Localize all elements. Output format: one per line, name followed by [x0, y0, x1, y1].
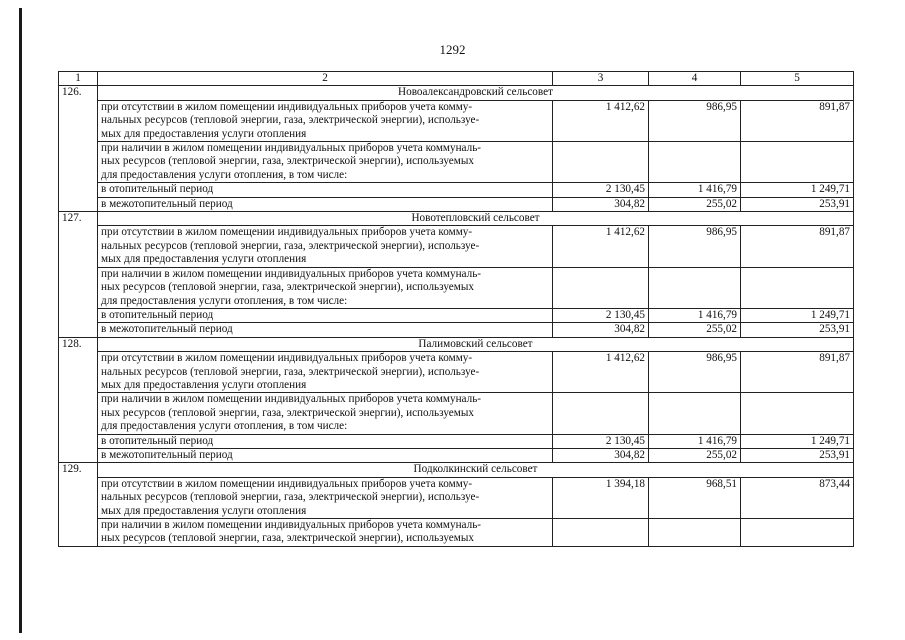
- period-label: в межотопительный период: [98, 448, 553, 462]
- section-name: Палимовский сельсовет: [98, 337, 854, 351]
- description-line: мых для предоставления услуги отопления: [101, 253, 307, 266]
- tariff-value-empty: [553, 393, 649, 434]
- tariff-row-heating-period: [59, 183, 854, 197]
- tariff-value-col5: 253,91: [741, 448, 854, 462]
- tariff-value-col4: 255,02: [649, 448, 741, 462]
- section-number: 129.: [59, 463, 98, 546]
- tariff-row-with-meters: [59, 519, 854, 547]
- tariff-row-interheating-period: [59, 323, 854, 337]
- tariff-value-col3: 1 412,62: [553, 100, 649, 141]
- tariff-value-col3: 304,82: [553, 448, 649, 462]
- column-number-row: [59, 72, 854, 86]
- tariff-value-empty: [553, 267, 649, 308]
- description-line: при отсутствии в жилом помещении индивидуальных приборов учета комму-: [101, 226, 473, 239]
- description-line: нальных ресурсов (тепловой энергии, газа, электрической энергии), используе-: [101, 365, 480, 378]
- column-number: 3: [553, 72, 649, 86]
- tariff-row-interheating-period: [59, 197, 854, 211]
- tariff-value-col5: 1 249,71: [741, 183, 854, 197]
- tariff-value-col4: 255,02: [649, 197, 741, 211]
- description-line: нальных ресурсов (тепловой энергии, газа, электрической энергии), используе-: [101, 239, 480, 252]
- description-line: при наличии в жилом помещении индивидуальных приборов учета коммуналь-: [101, 142, 482, 155]
- tariff-description: [98, 393, 553, 434]
- description-line: при наличии в жилом помещении индивидуальных приборов учета коммуналь-: [101, 267, 482, 280]
- tariff-value-col3: 1 412,62: [553, 352, 649, 393]
- period-label: в отопительный период: [98, 434, 553, 448]
- tariff-row-heating-period: [59, 434, 854, 448]
- description-line: для предоставления услуги отопления, в том числе:: [101, 168, 348, 181]
- tariff-row-without-meters: [59, 477, 854, 518]
- column-number: 5: [741, 72, 854, 86]
- description-line: ных ресурсов (тепловой энергии, газа, электрической энергии), используемых: [101, 406, 474, 419]
- tariff-value-empty: [741, 142, 854, 183]
- tariff-value-empty: [553, 519, 649, 547]
- tariff-row-without-meters: [59, 352, 854, 393]
- page-margin-bar: [19, 8, 22, 633]
- tariff-value-col4: 986,95: [649, 352, 741, 393]
- tariff-value-empty: [649, 519, 741, 547]
- tariff-value-col3: 2 130,45: [553, 308, 649, 322]
- tariff-value-col5: 1 249,71: [741, 308, 854, 322]
- tariff-value-col3: 1 394,18: [553, 477, 649, 518]
- section-name: Новотепловский сельсовет: [98, 212, 854, 226]
- tariff-row-with-meters: [59, 142, 854, 183]
- tariff-table-body: [59, 72, 854, 547]
- description-line: мых для предоставления услуги отопления: [101, 127, 307, 140]
- tariff-description: [98, 226, 553, 267]
- section-title-row: [59, 212, 854, 226]
- description-line: при отсутствии в жилом помещении индивидуальных приборов учета комму-: [101, 477, 473, 490]
- tariff-value-empty: [553, 142, 649, 183]
- tariff-value-col3: 2 130,45: [553, 434, 649, 448]
- section-title-row: [59, 337, 854, 351]
- column-number: 2: [98, 72, 553, 86]
- tariff-value-empty: [741, 393, 854, 434]
- tariff-value-col4: 1 416,79: [649, 308, 741, 322]
- tariff-value-col5: 1 249,71: [741, 434, 854, 448]
- section-name: Подколкинский сельсовет: [98, 463, 854, 477]
- tariff-value-col4: 986,95: [649, 226, 741, 267]
- tariff-value-col4: 1 416,79: [649, 434, 741, 448]
- column-number: 1: [59, 72, 98, 86]
- tariff-description: [98, 519, 553, 547]
- tariff-description: [98, 477, 553, 518]
- tariff-value-col5: 891,87: [741, 226, 854, 267]
- tariff-value-col3: 2 130,45: [553, 183, 649, 197]
- tariff-row-without-meters: [59, 226, 854, 267]
- tariff-value-col4: 255,02: [649, 323, 741, 337]
- tariff-value-col5: 253,91: [741, 323, 854, 337]
- tariff-value-col3: 1 412,62: [553, 226, 649, 267]
- tariff-value-col5: 891,87: [741, 100, 854, 141]
- tariff-row-with-meters: [59, 393, 854, 434]
- description-line: при наличии в жилом помещении индивидуальных приборов учета коммуналь-: [101, 519, 482, 531]
- page-number: 1292: [439, 42, 466, 57]
- tariff-row-heating-period: [59, 308, 854, 322]
- description-line: при наличии в жилом помещении индивидуальных приборов учета коммуналь-: [101, 393, 482, 406]
- section-number: 127.: [59, 212, 98, 338]
- description-line: для предоставления услуги отопления, в том числе:: [101, 294, 348, 307]
- tariff-value-empty: [741, 519, 854, 547]
- period-label: в отопительный период: [98, 308, 553, 322]
- description-line: нальных ресурсов (тепловой энергии, газа, электрической энергии), используе-: [101, 114, 480, 127]
- description-line: ных ресурсов (тепловой энергии, газа, электрической энергии), используемых: [101, 532, 474, 545]
- tariff-value-col4: 986,95: [649, 100, 741, 141]
- description-line: для предоставления услуги отопления, в том числе:: [101, 420, 348, 433]
- tariff-value-col3: 304,82: [553, 323, 649, 337]
- tariff-row-interheating-period: [59, 448, 854, 462]
- description-line: при отсутствии в жилом помещении индивидуальных приборов учета комму-: [101, 352, 473, 365]
- section-title-row: [59, 86, 854, 100]
- tariff-value-empty: [741, 267, 854, 308]
- column-number: 4: [649, 72, 741, 86]
- tariff-table: [58, 71, 854, 547]
- tariff-value-empty: [649, 393, 741, 434]
- tariff-description: [98, 352, 553, 393]
- section-number: 128.: [59, 337, 98, 463]
- description-line: ных ресурсов (тепловой энергии, газа, электрической энергии), используемых: [101, 281, 474, 294]
- description-line: нальных ресурсов (тепловой энергии, газа, электрической энергии), используе-: [101, 491, 480, 504]
- tariff-value-col4: 968,51: [649, 477, 741, 518]
- tariff-value-col4: 1 416,79: [649, 183, 741, 197]
- section-name: Новоалександровский сельсовет: [98, 86, 854, 100]
- description-line: мых для предоставления услуги отопления: [101, 504, 307, 517]
- tariff-value-empty: [649, 267, 741, 308]
- period-label: в межотопительный период: [98, 323, 553, 337]
- tariff-description: [98, 267, 553, 308]
- section-title-row: [59, 463, 854, 477]
- description-line: ных ресурсов (тепловой энергии, газа, электрической энергии), используемых: [101, 155, 474, 168]
- tariff-row-with-meters: [59, 267, 854, 308]
- description-line: при отсутствии в жилом помещении индивидуальных приборов учета комму-: [101, 100, 473, 113]
- tariff-value-col3: 304,82: [553, 197, 649, 211]
- tariff-value-col5: 891,87: [741, 352, 854, 393]
- section-number: 126.: [59, 86, 98, 212]
- tariff-value-col5: 873,44: [741, 477, 854, 518]
- tariff-description: [98, 142, 553, 183]
- description-line: мых для предоставления услуги отопления: [101, 378, 307, 391]
- period-label: в отопительный период: [98, 183, 553, 197]
- tariff-value-empty: [649, 142, 741, 183]
- tariff-row-without-meters: [59, 100, 854, 141]
- tariff-description: [98, 100, 553, 141]
- period-label: в межотопительный период: [98, 197, 553, 211]
- tariff-value-col5: 253,91: [741, 197, 854, 211]
